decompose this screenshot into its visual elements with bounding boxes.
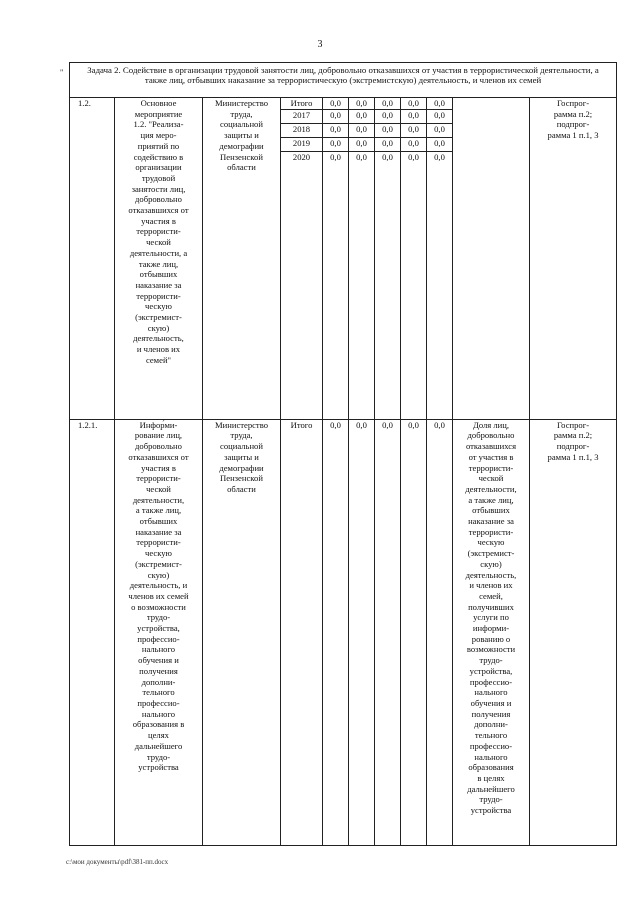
indicator-line: нального — [474, 751, 508, 762]
measure-name-line: нального — [141, 708, 176, 719]
year-label: 2019 — [281, 137, 323, 151]
measure-name-line: Инфор́ми- — [139, 419, 178, 430]
indicator-line: добровольно — [467, 430, 515, 441]
measure-name-line: деятельности, а — [129, 247, 188, 258]
executor-line: социальной — [220, 441, 263, 452]
program-link-line: рамма 1 п.1, 3 — [547, 451, 599, 462]
indicator-line: обучения и — [470, 697, 512, 708]
measure-name-line: дальнейшего — [134, 740, 183, 751]
indicator-line: скую) — [480, 558, 502, 569]
funding-value: 0,0 — [349, 419, 375, 845]
measure-name-line: скую) — [147, 322, 170, 333]
executor-line: области — [227, 483, 256, 494]
measure-name-line: нального — [141, 644, 176, 655]
year-label: 2018 — [281, 123, 323, 137]
funding-value: 0,0 — [349, 98, 375, 110]
program-link — [530, 419, 617, 845]
funding-value: 0,0 — [375, 151, 401, 419]
executor — [203, 98, 281, 420]
indicator-line: террористи- — [468, 462, 514, 473]
measure-name-line: деятельность, и — [129, 580, 188, 591]
funding-value: 0,0 — [323, 98, 349, 110]
executor-line: Пензенской — [220, 151, 263, 162]
measure-name — [115, 98, 203, 420]
indicator-line: дальнейшего — [467, 783, 515, 794]
measure-name-line: организации — [135, 162, 182, 173]
measure-name-line: отбывших — [139, 269, 178, 280]
measure-name-line: устройства, — [137, 623, 180, 634]
indicator-line: трудо- — [479, 794, 503, 805]
executor-line: демографии — [219, 140, 264, 151]
measure-name-line: отбывших — [139, 516, 178, 527]
measure-name-line: рование лиц, — [134, 430, 183, 441]
measure-name-line: террористи- — [136, 473, 181, 484]
indicator-line: тельного — [474, 730, 508, 741]
program-link-line: рамма 1 п.1, 3 — [547, 130, 599, 141]
measure-name-line: Основное — [140, 98, 177, 108]
executor-line: области — [227, 162, 256, 173]
funding-value: 0,0 — [427, 109, 453, 123]
indicator-line: профессио- — [469, 676, 513, 687]
year-label: Итого — [281, 419, 323, 845]
measure-name-line: обучения и — [138, 655, 179, 666]
measure-name-line: ческую — [145, 548, 172, 559]
measure-name-line: отказавшихся от — [128, 451, 189, 462]
measure-name-line: (экстремист- — [135, 558, 182, 569]
indicator-line: трудо- — [479, 655, 503, 666]
indicator-line: получивших — [468, 601, 514, 612]
measure-name-line: ческой — [146, 237, 171, 248]
indicator — [453, 419, 530, 845]
funding-value: 0,0 — [427, 123, 453, 137]
measure-name-line: участия в — [141, 215, 176, 226]
measure-name-line: террористи- — [136, 290, 181, 301]
funding-value: 0,0 — [427, 98, 453, 110]
measure-name-line: образования в — [132, 719, 185, 730]
executor — [203, 419, 281, 845]
measure-name-line: деятельности, — [132, 494, 185, 505]
indicator-line: дополни- — [474, 719, 508, 730]
funding-value: 0,0 — [323, 137, 349, 151]
opening-quote: " — [60, 68, 64, 77]
funding-value: 0,0 — [401, 151, 427, 419]
indicator — [453, 98, 530, 420]
table-row — [70, 98, 617, 110]
program-table — [69, 62, 617, 846]
measure-name-line: получения — [139, 665, 178, 676]
indicator-line: деятельность, — [465, 569, 517, 580]
program-link-line: рамма п.2; — [553, 108, 593, 119]
indicator-line: рованию о — [471, 633, 511, 644]
executor-line: защиты и — [224, 130, 259, 141]
task-header: Задача 2. Содействие в организации трудовой занятости лиц, добровольно отказавшихся от участия в террористической деятельности, а также лиц, отбывших наказание за террористическую (экстремистскую) деятельность, и членов их семей — [70, 63, 617, 98]
funding-value: 0,0 — [375, 137, 401, 151]
measure-name-line: ческую — [145, 301, 172, 312]
funding-value: 0,0 — [323, 419, 349, 845]
executor-line: защиты и — [224, 451, 259, 462]
funding-value: 0,0 — [427, 419, 453, 845]
funding-value: 0,0 — [375, 419, 401, 845]
funding-value: 0,0 — [323, 123, 349, 137]
executor-line: Министерство — [215, 98, 268, 108]
program-link — [530, 98, 617, 420]
measure-name-line: деятельность, — [133, 333, 184, 344]
measure-name-line: 1.2. "Реализа- — [133, 119, 184, 130]
footer-file-path: c:\мои документы\pdf\381-пп.docx — [66, 858, 169, 866]
measure-name-line: террористи- — [136, 226, 181, 237]
measure-name-line: о возможности — [131, 601, 186, 612]
funding-value: 0,0 — [349, 123, 375, 137]
measure-name-line: трудо- — [146, 612, 171, 623]
measure-name-line: добровольно — [135, 441, 182, 452]
measure-name-line: дополни- — [141, 676, 176, 687]
measure-name-line: отказавшихся от — [128, 205, 189, 216]
executor-line: труда, — [230, 430, 253, 441]
indicator-line: образования — [468, 762, 514, 773]
program-link-line: подпрог- — [556, 119, 590, 130]
indicator-line: отбывших — [472, 505, 510, 516]
funding-value: 0,0 — [401, 419, 427, 845]
funding-value: 0,0 — [349, 151, 375, 419]
indicator-line: ческой — [478, 473, 504, 484]
indicator-line: услуги по — [473, 612, 509, 623]
indicator-line: семей, — [479, 590, 503, 601]
indicator-line: отказавшихся — [465, 441, 517, 452]
measure-name-line: (экстремист- — [135, 312, 182, 323]
task-header-row — [70, 63, 617, 98]
indicator-line: деятельности, — [465, 483, 517, 494]
row-number: 1.2.1. — [70, 419, 115, 845]
funding-value: 0,0 — [323, 109, 349, 123]
measure-name-line: террористи- — [136, 537, 181, 548]
funding-value: 0,0 — [401, 98, 427, 110]
program-link-line: Госпрог- — [556, 419, 590, 430]
measure-name-line: трудовой — [141, 172, 176, 183]
measure-name-line: трудо- — [146, 751, 171, 762]
executor-line: Министерство — [215, 419, 268, 430]
measure-name-line: целях — [148, 730, 169, 741]
measure-name-line: и членов их — [136, 344, 181, 355]
measure-name-line: устройства — [138, 762, 179, 773]
year-label: Итого — [281, 98, 323, 110]
measure-name-line: мероприятие — [134, 108, 183, 119]
measure-name-line: тельного — [142, 687, 175, 698]
funding-value: 0,0 — [427, 137, 453, 151]
indicator-line: возможности — [466, 644, 516, 655]
indicator-line: наказание за — [468, 516, 514, 527]
executor-line: демографии — [219, 462, 264, 473]
indicator-line: и членов их — [469, 580, 513, 591]
measure-name — [115, 419, 203, 845]
indicator-line: а также лиц, — [468, 494, 514, 505]
indicator-line: нального — [474, 687, 508, 698]
indicator-line: (экстремист- — [467, 548, 515, 559]
measure-name-line: приятий по — [137, 140, 180, 151]
year-label: 2017 — [281, 109, 323, 123]
page-number: 3 — [317, 39, 323, 50]
measure-name-line: профессио- — [137, 633, 180, 644]
indicator-line: профессио- — [469, 740, 513, 751]
measure-name-line: семей" — [145, 354, 172, 365]
measure-name-line: профессио- — [137, 697, 180, 708]
executor-line: труда, — [230, 108, 253, 119]
measure-name-line: скую) — [147, 569, 170, 580]
measure-name-line: занятости лиц, — [131, 183, 186, 194]
executor-line: Пензенской — [220, 473, 263, 484]
year-label: 2020 — [281, 151, 323, 419]
funding-value: 0,0 — [375, 109, 401, 123]
table-row — [70, 419, 617, 845]
measure-name-line: а также лиц, — [135, 505, 182, 516]
indicator-line: устройства — [470, 805, 512, 816]
funding-value: 0,0 — [401, 137, 427, 151]
funding-value: 0,0 — [375, 98, 401, 110]
indicator-line: ческую — [477, 537, 505, 548]
funding-value: 0,0 — [427, 151, 453, 419]
funding-value: 0,0 — [349, 137, 375, 151]
funding-value: 0,0 — [375, 123, 401, 137]
executor-line: социальной — [220, 119, 263, 130]
measure-name-line: членов их семей — [128, 590, 189, 601]
program-link-line: рамма п.2; — [553, 430, 593, 441]
program-link-line: подпрог- — [556, 441, 590, 452]
measure-name-line: содействию в — [133, 151, 184, 162]
indicator-line: Доля лиц, — [472, 419, 510, 430]
funding-value: 0,0 — [401, 109, 427, 123]
measure-name-line: также лиц, — [138, 258, 179, 269]
funding-value: 0,0 — [349, 109, 375, 123]
measure-name-line: участия в — [141, 462, 176, 473]
indicator-line: в целях — [477, 772, 505, 783]
measure-name-line: ческой — [146, 483, 171, 494]
measure-name-line: добровольно — [135, 194, 182, 205]
indicator-line: от участия в — [468, 451, 514, 462]
measure-name-line: наказание за — [135, 279, 182, 290]
row-number: 1.2. — [70, 98, 115, 420]
indicator-line: получения — [471, 708, 511, 719]
measure-name-line: наказание за — [135, 526, 182, 537]
funding-value: 0,0 — [323, 151, 349, 419]
indicator-line: террористи- — [468, 526, 514, 537]
indicator-line: устройства, — [469, 665, 513, 676]
program-link-line: Госпрог- — [556, 98, 590, 108]
indicator-line: информи- — [472, 623, 510, 634]
funding-value: 0,0 — [401, 123, 427, 137]
measure-name-line: ция меро- — [140, 130, 177, 141]
